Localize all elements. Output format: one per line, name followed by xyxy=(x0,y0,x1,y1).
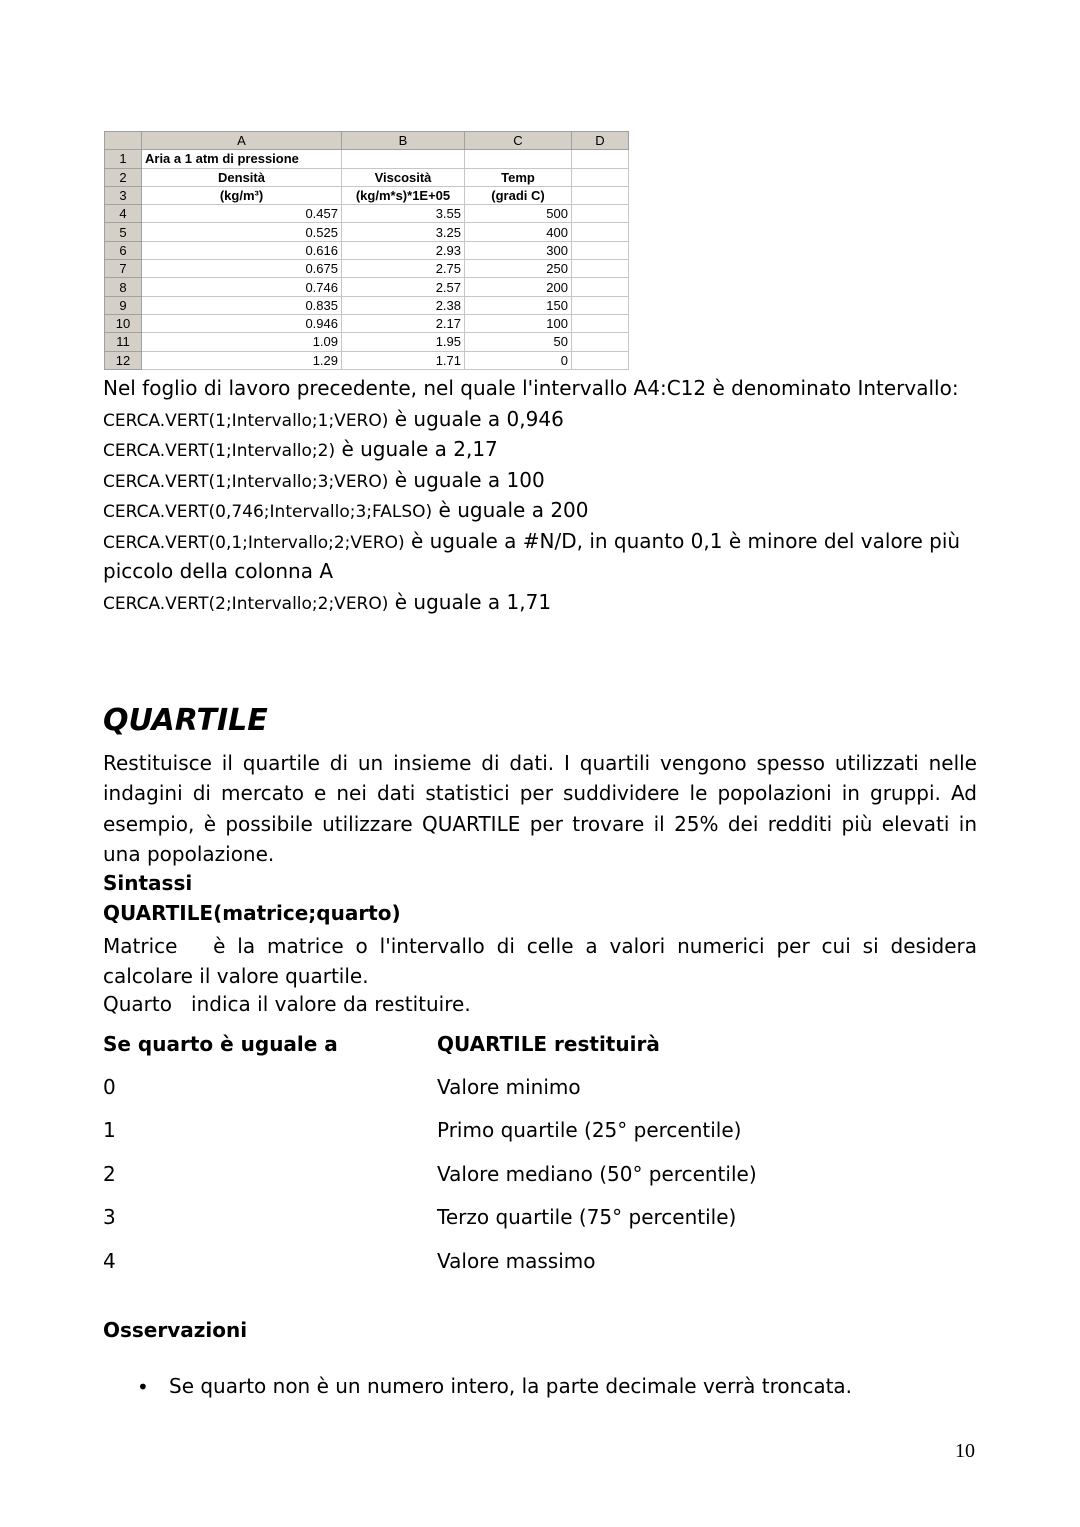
cell xyxy=(572,260,629,278)
cell-temp: 150 xyxy=(465,296,572,314)
cell xyxy=(572,314,629,332)
table-cell-quarto: 0 xyxy=(103,1075,116,1099)
cell-temp: 100 xyxy=(465,314,572,332)
cell-viscosity: 2.17 xyxy=(342,314,465,332)
cell-viscosity: 1.71 xyxy=(342,351,465,369)
row-number: 3 xyxy=(105,186,142,204)
column-header: A xyxy=(142,132,342,150)
cell-density: 0.946 xyxy=(142,314,342,332)
bullet-icon: • xyxy=(137,1375,149,1399)
cell-viscosity: 3.25 xyxy=(342,223,465,241)
formula: CERCA.VERT(2;Intervallo;2;VERO) xyxy=(103,594,389,614)
table-header-quarto: Se quarto è uguale a xyxy=(103,1032,338,1056)
row-number: 6 xyxy=(105,241,142,259)
column-header: C xyxy=(465,132,572,150)
header-cell: (gradi C) xyxy=(465,186,572,204)
syntax-formula: QUARTILE(matrice;quarto) xyxy=(103,901,401,925)
example-line xyxy=(103,529,960,553)
formula-result: è uguale a 200 xyxy=(432,498,589,522)
table-header-result: QUARTILE restituirà xyxy=(437,1032,660,1056)
cell-viscosity: 2.57 xyxy=(342,278,465,296)
observations-label: Osservazioni xyxy=(103,1318,248,1342)
cell-viscosity: 2.75 xyxy=(342,260,465,278)
cell xyxy=(342,150,465,168)
table-cell-quarto: 4 xyxy=(103,1249,116,1273)
table-cell-result: Terzo quartile (75° percentile) xyxy=(437,1205,737,1229)
observation-text: Se quarto non è un numero intero, la parte decimale verrà troncata. xyxy=(169,1374,853,1398)
cell-density: 0.746 xyxy=(142,278,342,296)
section-heading: QUARTILE xyxy=(103,703,268,738)
row-number: 9 xyxy=(105,296,142,314)
header-cell: Densità xyxy=(142,168,342,186)
header-cell: (kg/m*s)*1E+05 xyxy=(342,186,465,204)
cell-temp: 0 xyxy=(465,351,572,369)
cell xyxy=(572,351,629,369)
cell-density: 1.09 xyxy=(142,333,342,351)
formula-result: è uguale a 0,946 xyxy=(388,407,564,431)
cell-viscosity: 3.55 xyxy=(342,205,465,223)
table-cell-result: Primo quartile (25° percentile) xyxy=(437,1118,742,1142)
corner-cell xyxy=(105,132,142,150)
matrice-description: Matrice è la matrice o l'intervallo di celle a valori numerici per cui si desidera calcolare il valore quartile. xyxy=(103,934,984,989)
row-number: 4 xyxy=(105,205,142,223)
cell-temp: 300 xyxy=(465,241,572,259)
cell xyxy=(572,223,629,241)
cell-density: 0.616 xyxy=(142,241,342,259)
cell xyxy=(465,150,572,168)
spreadsheet-image xyxy=(104,131,629,370)
row-number: 5 xyxy=(105,223,142,241)
table-cell-result: Valore massimo xyxy=(437,1249,596,1273)
cell-viscosity: 1.95 xyxy=(342,333,465,351)
cell-temp: 50 xyxy=(465,333,572,351)
table-cell-result: Valore mediano (50° percentile) xyxy=(437,1162,757,1186)
cell-density: 0.525 xyxy=(142,223,342,241)
cell-density: 0.457 xyxy=(142,205,342,223)
formula: CERCA.VERT(0,746;Intervallo;3;FALSO) xyxy=(103,502,433,522)
formula-result: è uguale a 2,17 xyxy=(335,437,498,461)
row-number: 12 xyxy=(105,351,142,369)
cell xyxy=(572,186,629,204)
quarto-description: Quarto indica il valore da restituire. xyxy=(103,992,471,1016)
table-cell-quarto: 3 xyxy=(103,1205,116,1229)
row-number: 8 xyxy=(105,278,142,296)
row-number: 7 xyxy=(105,260,142,278)
cell xyxy=(572,333,629,351)
example-line xyxy=(103,437,498,461)
header-cell: (kg/m³) xyxy=(142,186,342,204)
cell xyxy=(572,241,629,259)
row-number: 11 xyxy=(105,333,142,351)
formula: CERCA.VERT(0,1;Intervallo;2;VERO) xyxy=(103,533,405,553)
intro-text: Nel foglio di lavoro precedente, nel quale l'intervallo A4:C12 è denominato Intervallo: xyxy=(103,376,959,400)
cell-density: 1.29 xyxy=(142,351,342,369)
cell-density: 0.675 xyxy=(142,260,342,278)
row-number: 10 xyxy=(105,314,142,332)
row-number: 2 xyxy=(105,168,142,186)
cell-temp: 250 xyxy=(465,260,572,278)
cell-viscosity: 2.93 xyxy=(342,241,465,259)
example-line xyxy=(103,498,589,522)
formula: CERCA.VERT(1;Intervallo;3;VERO) xyxy=(103,472,389,492)
table-cell-quarto: 1 xyxy=(103,1118,116,1142)
cell-temp: 500 xyxy=(465,205,572,223)
formula: CERCA.VERT(1;Intervallo;2) xyxy=(103,441,336,461)
table-cell-quarto: 2 xyxy=(103,1162,116,1186)
formula-result: è uguale a #N/D, in quanto 0,1 è minore del valore più xyxy=(404,529,961,553)
cell-density: 0.835 xyxy=(142,296,342,314)
example-line xyxy=(103,468,545,492)
formula-result: è uguale a 1,71 xyxy=(388,590,552,614)
cell-temp: 400 xyxy=(465,223,572,241)
formula-result: è uguale a 100 xyxy=(388,468,545,492)
example-line xyxy=(103,590,551,614)
example-continuation: piccolo della colonna A xyxy=(103,559,334,583)
cell xyxy=(572,278,629,296)
cell xyxy=(572,150,629,168)
column-header: B xyxy=(342,132,465,150)
cell-viscosity: 2.38 xyxy=(342,296,465,314)
column-header: D xyxy=(572,132,629,150)
cell xyxy=(572,296,629,314)
table-cell-result: Valore minimo xyxy=(437,1075,581,1099)
example-line xyxy=(103,407,564,431)
cell-temp: 200 xyxy=(465,278,572,296)
syntax-label: Sintassi xyxy=(103,871,193,895)
cell xyxy=(572,205,629,223)
cell xyxy=(572,168,629,186)
row-number: 1 xyxy=(105,150,142,168)
header-cell: Viscosità xyxy=(342,168,465,186)
sheet-title-cell: Aria a 1 atm di pressione xyxy=(142,150,342,168)
formula: CERCA.VERT(1;Intervallo;1;VERO) xyxy=(103,411,389,431)
description-paragraph: Restituisce il quartile di un insieme di dati. I quartili vengono spesso utilizzati nelle indagini di mercato e nei dati statistici per suddividere le popolazioni in gruppi. Ad esempio, è possibile utilizzare QUARTILE per trovare il 25% dei redditi più elevati in una popolazione. xyxy=(103,751,977,867)
header-cell: Temp xyxy=(465,168,572,186)
page-number: 10 xyxy=(955,1440,975,1462)
